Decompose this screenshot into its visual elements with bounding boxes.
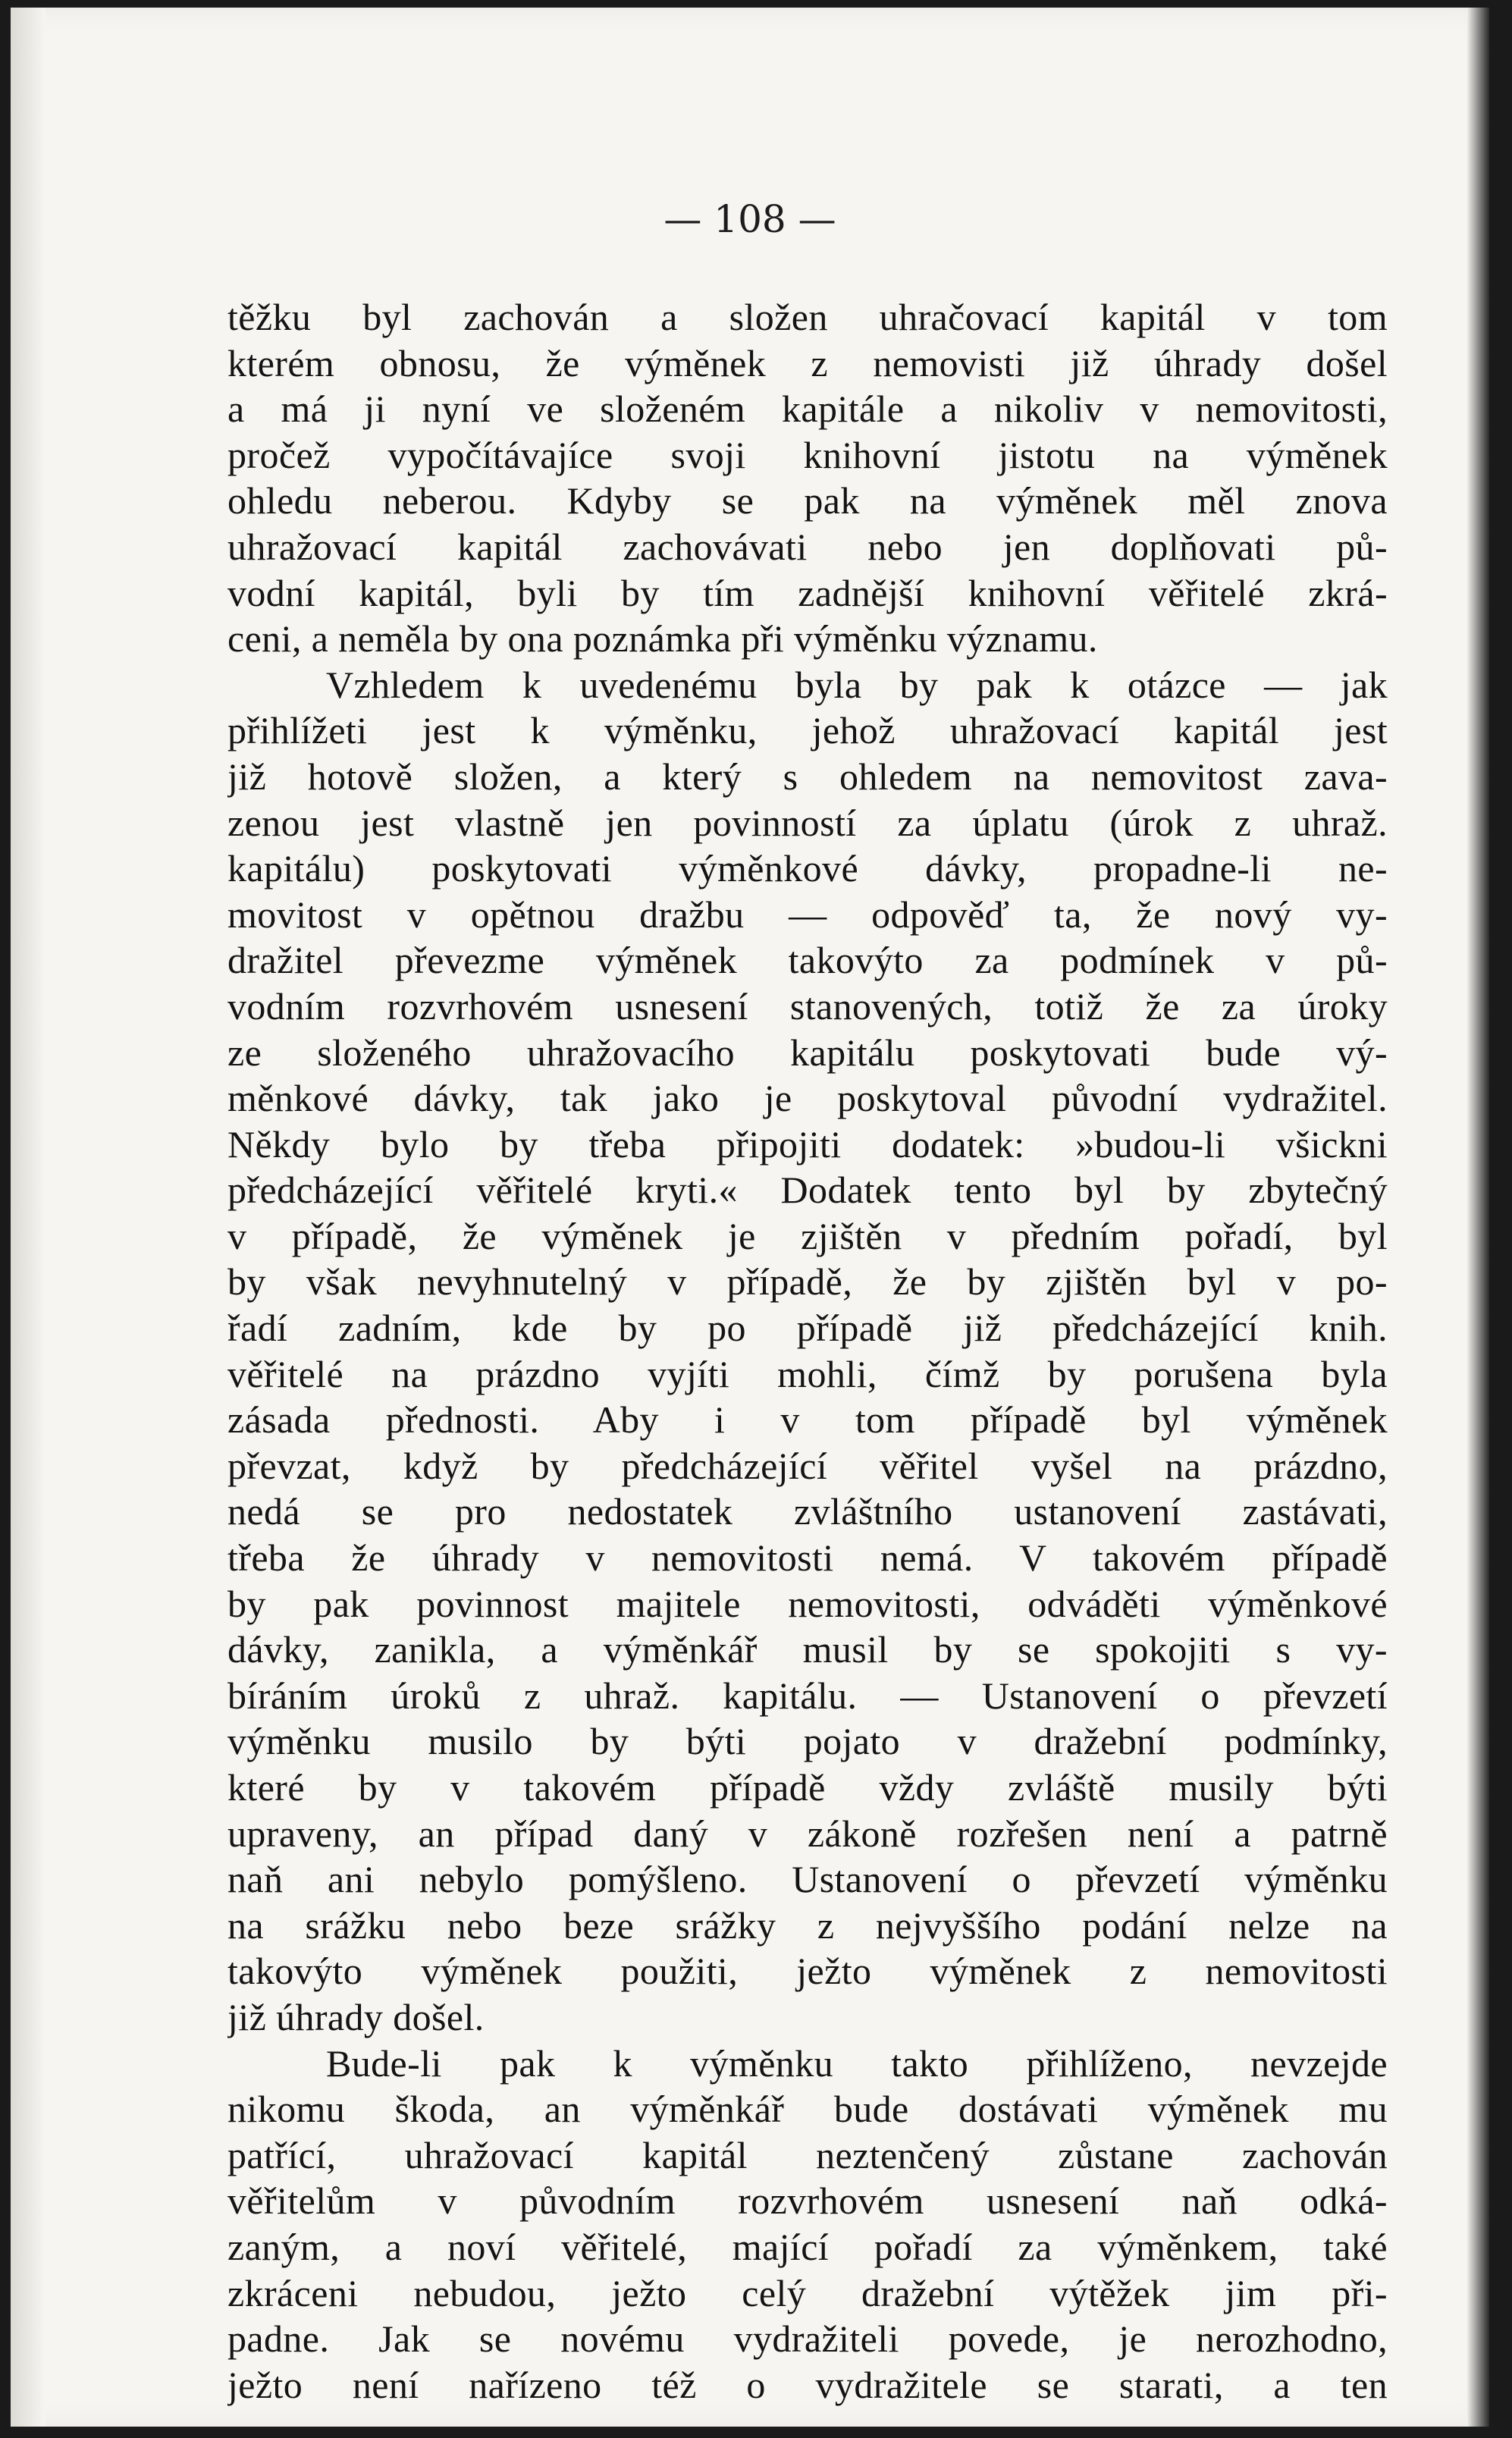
text-line: již úhrady došel. [227,1995,485,2038]
page-left-edge-shadow [11,8,45,2427]
text-line: movitost v opětnou dražbu — odpověď ta, že nový vy- [227,893,1388,936]
text-line: kapitálu) poskytovati výměnkové dávky, propadne-li ne- [227,847,1388,890]
body-text [227,294,1388,2408]
text-line: Bude-li pak k výměnku takto přihlíženo, nevzejde [326,2041,1388,2085]
text-line: nedá se pro nedostatek zvláštního ustanovení zastávati, [227,1490,1388,1533]
text-line: ježto není nařízeno též o vydražitele se starati, a ten [227,2363,1388,2406]
text-line: třeba že úhrady v nemovitosti nemá. V takovém případě [227,1536,1388,1580]
text-line: převzat, když by předcházející věřitel vyšel na prázdno, [227,1444,1388,1487]
text-line: na srážku nebo beze srážky z nejvyššího podání nelze na [227,1903,1388,1947]
text-line: padne. Jak se novému vydražiteli povede, je nerozhodno, [227,2317,1388,2361]
text-line: věřitelé na prázdno vyjíti mohli, čímž by porušena byla [227,1352,1388,1395]
text-line: nikomu škoda, an výměnkář bude dostávati výměnek mu [227,2088,1388,2131]
text-line: vodní kapitál, byli by tím zadnější knihovní věřitelé zkrá- [227,571,1388,614]
text-line: vodním rozvrhovém usnesení stanovených, totiž že za úroky [227,984,1388,1028]
text-line: bíráním úroků z uhraž. kapitálu. — Ustanovení o převzetí [227,1674,1388,1717]
text-line: naň ani nebylo pomýšleno. Ustanovení o převzetí výměnku [227,1858,1388,1901]
text-line: již hotově složen, a který s ohledem na nemovitost zava- [227,755,1388,798]
text-line: a má ji nyní ve složeném kapitále a nikoliv v nemovitosti, [227,388,1388,431]
text-line: výměnku musilo by býti pojato v dražební podmínky, [227,1720,1388,1763]
text-line: předcházející věřitelé kryti.« Dodatek tento byl by zbytečný [227,1169,1388,1212]
text-line: upraveny, an případ daný v zákoně rozřešen není a patrně [227,1812,1388,1855]
text-line: Vzhledem k uvedenému byla by pak k otázce — jak [326,663,1388,706]
text-line: kterém obnosu, že výměnek z nemovisti již úhrady došel [227,341,1388,384]
text-line: v případě, že výměnek je zjištěn v předním pořadí, byl [227,1214,1388,1257]
text-line: pročež vypočítávajíce svoji knihovní jistotu na výměnek [227,433,1388,476]
text-line: věřitelům v původním rozvrhovém usnesení naň odká- [227,2179,1388,2223]
text-line: by však nevyhnutelný v případě, že by zjištěn byl v po- [227,1260,1388,1304]
text-line: těžku byl zachován a složen uhračovací kapitál v tom [227,296,1388,338]
text-line: dávky, zanikla, a výměnkář musil by se spokojiti s vy- [227,1628,1388,1671]
page-right-edge-shadow [1467,8,1489,2427]
text-line: takovýto výměnek použiti, ježto výměnek z nemovitosti [227,1950,1388,1993]
text-line: přihlížeti jest k výměnku, jehož uhražovací kapitál jest [227,709,1388,752]
page-number: — 108 — [663,197,836,241]
text-line: Někdy bylo by třeba připojiti dodatek: »budou-li všickni [227,1122,1388,1166]
text-line: uhražovací kapitál zachovávati nebo jen doplňovati pů- [227,525,1388,568]
text-line: ceni, a neměla by ona poznámka při výměnku významu. [227,617,1098,660]
text-line: ohledu neberou. Kdyby se pak na výměnek měl znova [227,479,1388,522]
text-line: zaným, a noví věřitelé, mající pořadí za výměnkem, také [227,2225,1388,2268]
text-line: měnkové dávky, tak jako je poskytoval původní vydražitel. [227,1077,1388,1120]
text-line: řadí zadním, kde by po případě již předcházející knih. [227,1307,1388,1350]
text-line: patřící, uhražovací kapitál neztenčený zůstane zachován [227,2133,1388,2176]
text-line: ze složeného uhražovacího kapitálu poskytovati bude vý- [227,1031,1388,1074]
text-line: zenou jest vlastně jen povinností za úplatu (úrok z uhraž. [227,801,1388,844]
text-line: dražitel převezme výměnek takovýto za podmínek v pů- [227,939,1388,982]
text-line: které by v takovém případě vždy zvláště musily býti [227,1766,1388,1809]
book-page [11,8,1489,2427]
text-line: zásada přednosti. Aby i v tom případě byl výměnek [227,1398,1388,1442]
text-line: zkráceni nebudou, ježto celý dražební výtěžek jim při- [227,2271,1388,2314]
text-line: by pak povinnost majitele nemovitosti, odváděti výměnkové [227,1582,1388,1625]
